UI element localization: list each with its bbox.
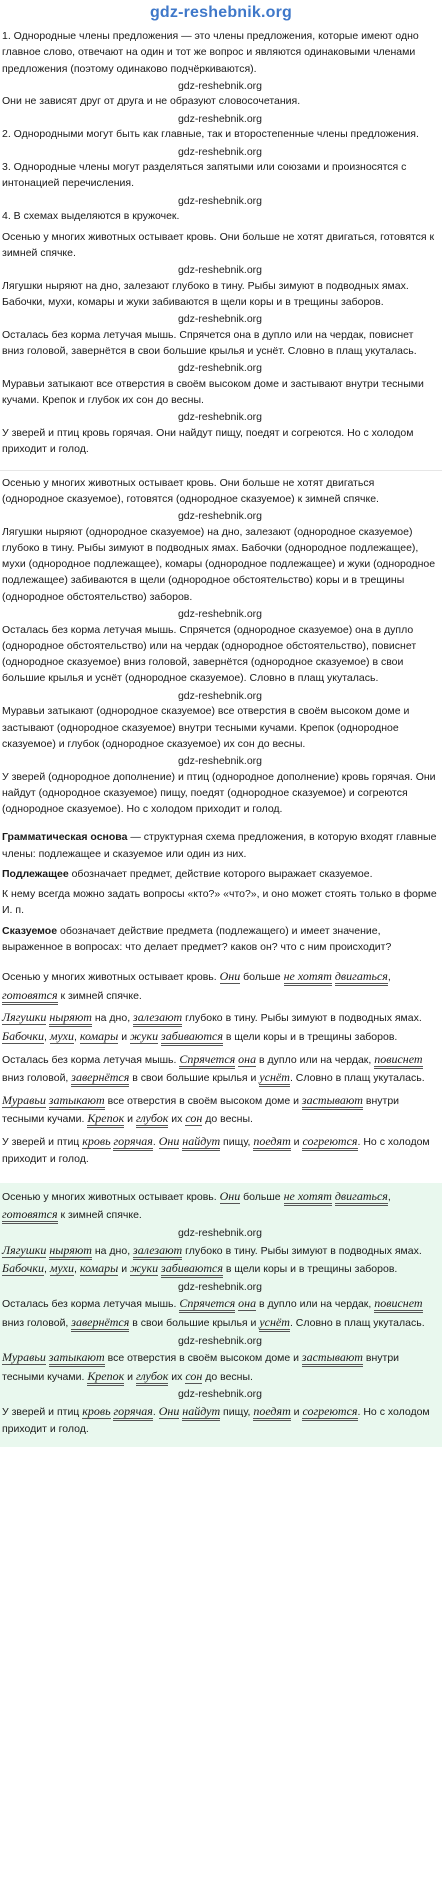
predicate-word: найдут — [182, 1404, 220, 1421]
predicate-word: залезают — [133, 1010, 182, 1027]
text2-para-1: Осенью у многих животных остывает кровь. Они больше не хотят двигаться (однородное сказуемое), готовятся (однородное сказуемое) к зимней спячке. — [2, 476, 379, 505]
answer-para-4 — [2, 1348, 438, 1385]
annotated-section — [0, 473, 442, 828]
plain-text: их — [168, 1370, 186, 1383]
text1-para-5: У зверей и птиц кровь горячая. Они найдут пищу, поедят и согреются. Но с холодом приходит и голод. — [2, 427, 414, 456]
subject-word: Бабочки — [2, 1029, 44, 1044]
predicate-word: не хотят — [284, 969, 332, 986]
predicate-word: затыкают — [49, 1350, 105, 1367]
predicate-word: уснёт — [259, 1315, 290, 1332]
plain-text: . Но с холодом приходит и голод. — [2, 1406, 430, 1435]
plain-text: . Словно в плащ укуталась. — [289, 1317, 425, 1330]
watermark: gdz-reshebnik.org — [177, 264, 263, 277]
text2-para-3: Осталась без корма летучая мышь. Спрячется (однородное сказуемое) она в дупло (однородное обстоятельство) или на чердак (однородное обстоятельство), повиснет (однородное сказуемое) вниз головой, завернётся (однородное сказуемое) в свои большие крылья и уснёт (однородное сказуемое). Словно в плащ укуталась. — [2, 623, 417, 685]
plain-text: Осенью у многих животных остывает кровь. — [2, 971, 220, 984]
plain-text: вниз головой, — [2, 1072, 72, 1085]
text2-para-4: Муравьи затыкают (однородное сказуемое) все отверстия в своём высоком доме и застывают (однородное сказуемое) внутри тесными кучами. Крепок (однородное сказуемое) и глубок (однородное сказуемое) их сон до весны. — [2, 705, 410, 750]
predicate-definition — [2, 923, 438, 956]
predicate-word: не хотят — [284, 1189, 332, 1206]
basis-text: — структурная схема предложения, в которую входят главные члены: подлежащее и сказуемое или один из них. — [2, 831, 437, 860]
parsed-section — [0, 965, 442, 1177]
site-logo[interactable]: gdz-reshebnik.org — [149, 3, 293, 21]
answer-para-1 — [2, 1187, 438, 1224]
predicate-word: уснёт — [259, 1070, 290, 1087]
watermark: gdz-reshebnik.org — [177, 313, 263, 326]
plain-text: глубоко в тину. Рыбы зимуют в подводных ямах. — [182, 1244, 422, 1257]
predicate-word: Спрячется — [179, 1052, 235, 1069]
plain-text: до весны. — [202, 1370, 253, 1383]
subject-word: Они — [158, 1134, 180, 1149]
subject-word: кровь — [82, 1134, 111, 1149]
plain-text: больше — [240, 971, 284, 984]
subject-definition — [2, 866, 438, 882]
predicate-word: двигаться — [335, 969, 388, 986]
plain-text: до весны. — [202, 1113, 253, 1126]
plain-text: Осталась без корма летучая мышь. — [2, 1053, 180, 1066]
subject-word: жуки — [130, 1029, 159, 1044]
watermark: gdz-reshebnik.org — [177, 194, 263, 207]
predicate-word: затыкают — [49, 1093, 105, 1110]
watermark: gdz-reshebnik.org — [177, 1280, 263, 1293]
subject-word: мухи — [49, 1261, 74, 1276]
text1-para-3: Осталась без корма летучая мышь. Спрячется она в дупло или на чердак, повиснет вниз головой, завернётся в свои большие крылья и уснёт. Словно в плащ укуталась. — [2, 328, 417, 358]
plain-text: их — [168, 1113, 186, 1126]
subject-word: жуки — [130, 1261, 159, 1276]
plain-text: и — [118, 1263, 131, 1276]
basis-term: Грамматическая основа — [2, 831, 128, 844]
plain-text: к зимней спячке. — [57, 1209, 142, 1222]
theory-rule-3: 3. Однородные члены могут разделяться запятыми или союзами и произносятся с интонацией перечисления. — [2, 161, 407, 190]
answer-para-3 — [2, 1294, 438, 1331]
subject-text: обозначает предмет, действие которого выражает сказуемое. — [68, 867, 373, 880]
plain-text: и — [124, 1113, 136, 1126]
predicate-word: найдут — [182, 1134, 220, 1151]
watermark: gdz-reshebnik.org — [177, 510, 263, 523]
watermark: gdz-reshebnik.org — [177, 79, 263, 92]
watermark: gdz-reshebnik.org — [177, 755, 263, 768]
predicate-word: глубок — [136, 1369, 168, 1386]
divider — [0, 470, 442, 471]
predicate-word: глубок — [136, 1111, 168, 1128]
watermark: gdz-reshebnik.org — [177, 145, 263, 158]
plain-text: в дупло или на чердак, — [256, 1298, 375, 1311]
subject-word: Лягушки — [2, 1242, 47, 1257]
watermark: gdz-reshebnik.org — [177, 689, 263, 702]
plain-text: больше — [240, 1190, 284, 1203]
predicate-term: Сказуемое — [2, 924, 58, 937]
predicate-word: согреются — [302, 1134, 357, 1151]
subject-word: мухи — [49, 1029, 74, 1044]
predicate-word: залезают — [133, 1243, 182, 1260]
plain-text: У зверей и птиц — [2, 1136, 83, 1149]
watermark: gdz-reshebnik.org — [177, 1227, 263, 1240]
predicate-word: готовятся — [2, 988, 58, 1005]
theory-rule-2: 2. Однородными могут быть как главные, так и второстепенные члены предложения. — [2, 128, 419, 141]
plain-text: , — [387, 971, 391, 984]
watermark: gdz-reshebnik.org — [177, 607, 263, 620]
predicate-word: повиснет — [374, 1296, 422, 1313]
predicate-word: застывают — [302, 1093, 363, 1110]
parsed-para-4 — [2, 1091, 438, 1128]
plain-text: в щели коры и в трещины заборов. — [222, 1263, 398, 1276]
predicate-word: завернётся — [71, 1315, 129, 1332]
parsed-para-5: У зверей и птиц кровь горячая. Они найдут пищу, поедят и согреются. Но с холодом приходит и голод. — [2, 1134, 430, 1165]
theory-rule-1: 1. Однородные члены предложения — это члены предложения, которые имеют одно главное слово, отвечают на один и тот же вопрос и являются одинаковыми членами предложения (поэтому одинаково подчёркиваются). — [2, 30, 419, 75]
plain-text: все отверстия в своём высоком доме и — [104, 1094, 302, 1107]
predicate-word: застывают — [302, 1350, 363, 1367]
watermark: gdz-reshebnik.org — [177, 1334, 263, 1347]
plain-text: . Словно в плащ укуталась. — [289, 1072, 425, 1085]
grammar-section — [0, 827, 442, 965]
watermark: gdz-reshebnik.org — [177, 411, 263, 424]
subject-word: Лягушки — [2, 1010, 47, 1025]
plain-text: пищу, — [220, 1406, 254, 1419]
subject-word: комары — [79, 1029, 119, 1044]
predicate-word: горячая — [113, 1404, 152, 1421]
predicate-word: Крепок — [87, 1369, 124, 1386]
predicate-word: поедят — [253, 1404, 290, 1421]
predicate-word: ныряют — [49, 1243, 92, 1260]
predicate-word: двигаться — [335, 1189, 388, 1206]
subject-word: сон — [185, 1111, 203, 1126]
basis-definition — [2, 829, 438, 862]
plain-text: Осенью у многих животных остывает кровь. — [2, 1190, 220, 1203]
plain-text: . Но с холодом приходит и голод. — [2, 1136, 430, 1165]
watermark: gdz-reshebnik.org — [177, 1388, 263, 1401]
subject-questions: К нему всегда можно задать вопросы «кто?» «что?», и оно может стоять только в форме И. п. — [2, 888, 437, 917]
plain-text: глубоко в тину. Рыбы зимуют в подводных ямах. — [182, 1012, 422, 1025]
plain-text: внутри тесными кучами. — [2, 1094, 400, 1126]
plain-text: и — [290, 1136, 303, 1149]
predicate-word: повиснет — [374, 1052, 422, 1069]
plain-text: и — [290, 1406, 303, 1419]
theory-section — [0, 26, 442, 468]
watermark: gdz-reshebnik.org — [177, 362, 263, 375]
predicate-word: Крепок — [87, 1111, 124, 1128]
subject-word: Они — [219, 969, 241, 984]
site-header — [0, 0, 442, 26]
plain-text: все отверстия в своём высоком доме и — [104, 1352, 302, 1365]
watermark: gdz-reshebnik.org — [177, 112, 263, 125]
answer-para-5: У зверей и птиц кровь горячая. Они найдут пищу, поедят и согреются. Но с холодом приходит и голод. — [2, 1404, 430, 1435]
predicate-word: завернётся — [71, 1070, 129, 1087]
subject-word: сон — [185, 1368, 203, 1383]
subject-word: она — [238, 1051, 257, 1066]
text2-para-2: Лягушки ныряют (однородное сказуемое) на дно, залезают (однородное сказуемое) глубоко в тину. Рыбы зимуют в подводных ямах. Бабочки (однородное подлежащее), мухи (однородное подлежащее), комары (однородное подлежащее) и жуки (однородное подлежащее) забиваются в щели (однородное обстоятельство) коры и в трещины (однородное обстоятельство) заборов. — [2, 525, 436, 603]
predicate-word: поедят — [253, 1134, 290, 1151]
theory-rule-1b: Они не зависят друг от друга и не образуют словосочетания. — [2, 95, 301, 108]
answer-para-2: Лягушки ныряют на дно, залезают глубоко в тину. Рыбы зимуют в подводных ямах. Бабочки, мухи, комары и жуки забиваются в щели коры и в трещины заборов. — [2, 1241, 438, 1278]
plain-text: вниз головой, — [2, 1317, 72, 1330]
text1-para-4: Муравьи затыкают все отверстия в своём высоком доме и застывают внутри тесными кучами. Крепок и глубок их сон до весны. — [2, 377, 424, 407]
subject-word: Они — [158, 1404, 180, 1419]
parsed-para-2: Лягушки ныряют на дно, залезают глубоко в тину. Рыбы зимуют в подводных ямах. Бабочки, мухи, комары и жуки забиваются в щели коры и в трещины заборов. — [2, 1008, 438, 1045]
plain-text: У зверей и птиц — [2, 1406, 83, 1419]
plain-text: внутри тесными кучами. — [2, 1352, 400, 1383]
parsed-answer-box — [0, 1183, 442, 1447]
subject-word: кровь — [82, 1404, 111, 1419]
subject-word: комары — [79, 1261, 119, 1276]
text2-para-5: У зверей (однородное дополнение) и птиц (однородное дополнение) кровь горячая. Они найдут (однородное сказуемое) пищу, поедят (однородное сказуемое) и согреются (однородное сказуемое). Но с холодом приходит и голод. — [2, 770, 436, 816]
plain-text: в свои большие крылья и — [129, 1072, 260, 1085]
subject-word: Муравьи — [2, 1092, 46, 1107]
predicate-word: горячая — [113, 1134, 152, 1151]
plain-text: и — [118, 1031, 131, 1044]
predicate-word: Спрячется — [179, 1296, 235, 1313]
plain-text: в свои большие крылья и — [129, 1317, 260, 1330]
predicate-word: забиваются — [161, 1261, 223, 1278]
predicate-word: согреются — [302, 1404, 357, 1421]
subject-term: Подлежащее — [2, 867, 69, 880]
plain-text: на дно, — [91, 1012, 134, 1025]
predicate-word: забиваются — [161, 1029, 223, 1046]
plain-text: Осталась без корма летучая мышь. — [2, 1298, 180, 1311]
plain-text: пищу, — [220, 1136, 254, 1149]
plain-text: в дупло или на чердак, — [256, 1053, 375, 1066]
theory-rule-4: 4. В схемах выделяются в кружочек. — [2, 210, 180, 223]
parsed-para-3 — [2, 1050, 438, 1087]
plain-text: и — [124, 1370, 136, 1383]
parsed-para-1 — [2, 967, 438, 1004]
subject-word: Муравьи — [2, 1350, 46, 1365]
text1-para-1: Осенью у многих животных остывает кровь. Они больше не хотят двигаться, готовятся к зимней спячке. — [2, 230, 435, 259]
predicate-text: обозначает действие предмета (подлежащего) и имеет значение, выраженное в вопросах: что делает предмет? каков он? что с ним происходит? — [2, 924, 392, 954]
plain-text: к зимней спячке. — [57, 989, 142, 1002]
predicate-word: ныряют — [49, 1010, 92, 1027]
text1-para-2: Лягушки ныряют на дно, залезают глубоко в тину. Рыбы зимуют в подводных ямах. Бабочки, мухи, комары и жуки забиваются в щели коры и в трещины заборов. — [2, 279, 409, 308]
subject-word: Бабочки — [2, 1261, 44, 1276]
subject-word: она — [238, 1296, 257, 1311]
subject-word: Они — [219, 1188, 241, 1203]
plain-text: на дно, — [91, 1244, 134, 1257]
plain-text: в щели коры и в трещины заборов. — [222, 1031, 398, 1044]
plain-text: , — [387, 1190, 391, 1203]
predicate-word: готовятся — [2, 1207, 58, 1224]
